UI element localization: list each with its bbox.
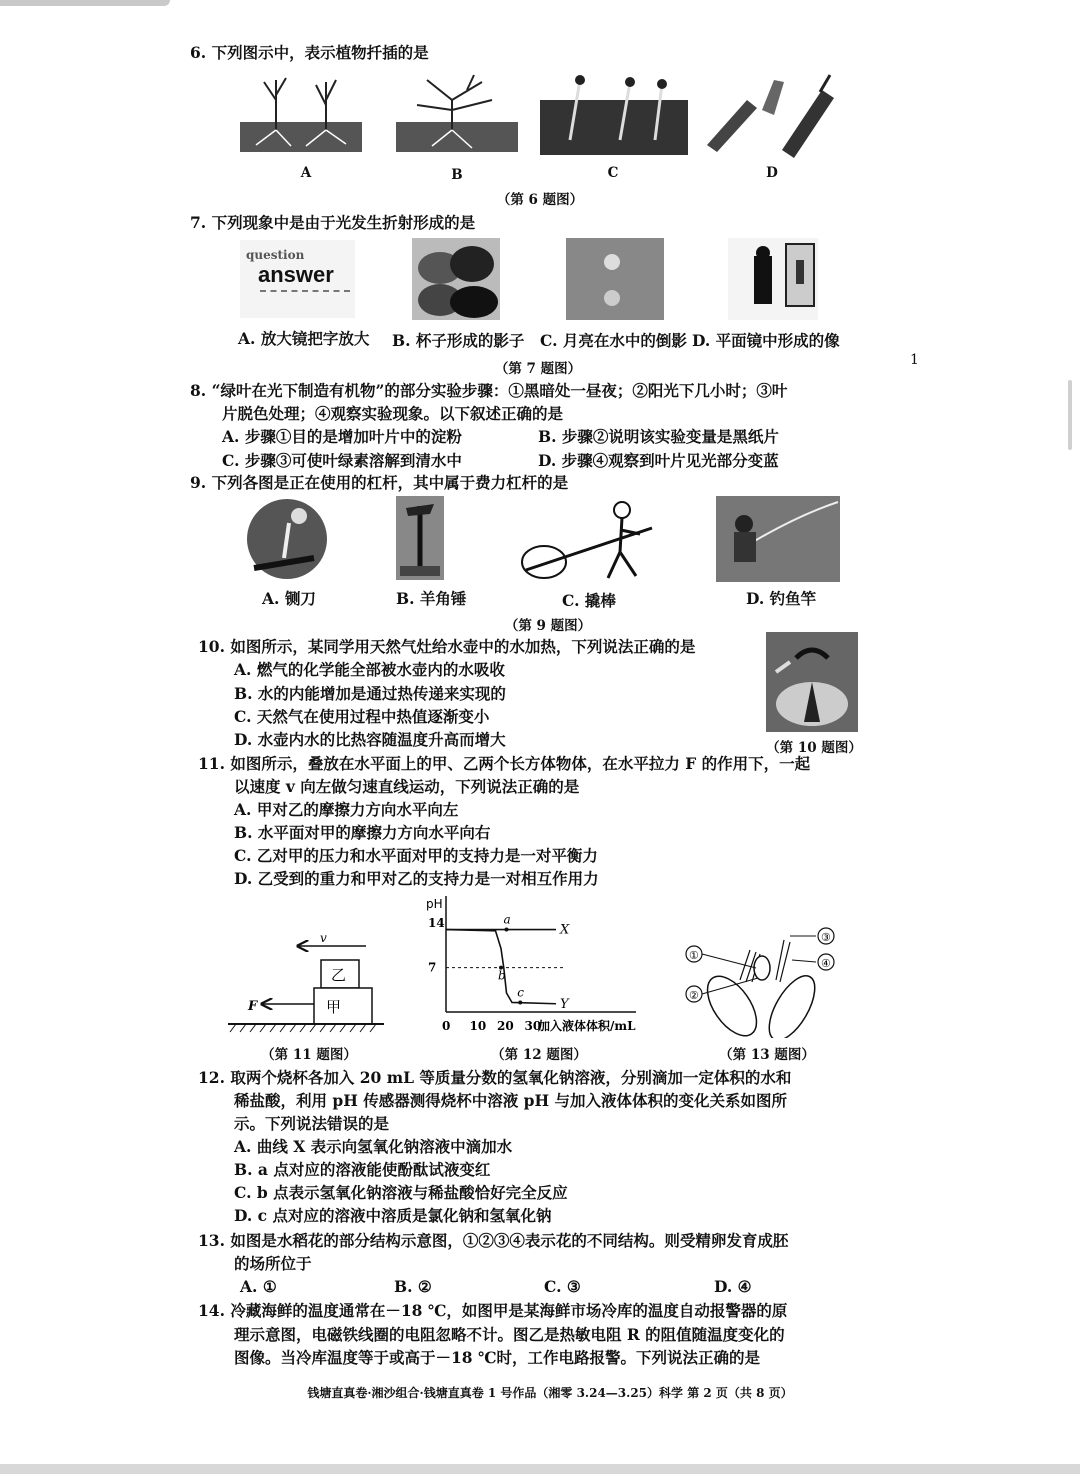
q12-stem-line1: 12. 取两个烧杯各加入 20 mL 等质量分数的氢氧化钠溶液，分别滴加一定体积的水和 (198, 1068, 792, 1087)
scrollbar[interactable] (1068, 380, 1072, 450)
q9-option-d: D. 钓鱼竿 (746, 589, 817, 608)
q11-v-label: v (320, 931, 327, 945)
q13-mark-1: ① (689, 949, 699, 962)
q8-option-d: D. 步骤④观察到叶片见光部分变蓝 (538, 451, 779, 470)
q12-option-b: B. a 点对应的溶液能使酚酞试液变红 (234, 1160, 491, 1179)
bottom-bar (0, 1464, 1080, 1474)
y-tick-label: 14 (428, 916, 445, 931)
q12-caption: （第 12 题图） (491, 1047, 587, 1063)
q13-figure (680, 920, 840, 1038)
q10-option-c: C. 天然气在使用过程中热值逐渐变小 (234, 707, 490, 726)
q12-ph-chart (420, 892, 660, 1038)
q6-image-d (702, 70, 842, 160)
q12-option-a: A. 曲线 X 表示向氢氧化钠溶液中滴加水 (234, 1137, 513, 1156)
q9-image-crowbar (516, 500, 656, 584)
q12-option-d: D. c 点对应的溶液中溶质是氯化钠和氢氧化钠 (234, 1206, 552, 1225)
q11-block-jia (314, 988, 372, 1024)
q6-label-a: A (300, 165, 312, 181)
q9-option-a: A. 铡刀 (262, 589, 316, 608)
q13-option-c: C. ③ (544, 1277, 581, 1296)
q9-image-guillotine (244, 498, 330, 580)
q13-mark-2: ② (689, 989, 699, 1002)
q13-mark-4: ④ (821, 957, 831, 970)
q8-stem-line2: 片脱色处理；④观察实验现象。以下叙述正确的是 (222, 404, 564, 423)
point-label-a: a (503, 912, 511, 927)
q7-option-d: D. 平面镜中形成的像 (692, 331, 840, 350)
q7-option-a: A. 放大镜把字放大 (238, 329, 370, 348)
q10-image-kettle (766, 632, 858, 732)
series-label-X: X (560, 922, 570, 938)
q10-stem: 10. 如图所示，某同学用天然气灶给水壶中的水加热，下列说法正确的是 (198, 637, 696, 656)
point-c (518, 1000, 522, 1004)
point-label-b: b (498, 968, 506, 983)
q13-mark-3: ③ (821, 931, 831, 944)
q13-stem-line1: 13. 如图是水稻花的部分结构示意图，①②③④表示花的不同结构。则受精卵发育成胚 (198, 1231, 789, 1250)
q12-option-c: C. b 点表示氢氧化钠溶液与稀盐酸恰好完全反应 (234, 1183, 568, 1202)
q9-stem: 9. 下列各图是正在使用的杠杆，其中属于费力杠杆的是 (190, 473, 569, 492)
q13-option-b: B. ② (394, 1277, 432, 1296)
q11-option-b: B. 水平面对甲的摩擦力方向水平向右 (234, 823, 491, 842)
q6-label-b: B (451, 167, 463, 183)
x-tick-label: 20 (497, 1019, 514, 1033)
q12-stem-line3: 示。下列说法错误的是 (234, 1114, 390, 1133)
q7-image-moon-reflection (566, 238, 664, 320)
q14-stem-line2: 理示意图，电磁铁线圈的电阻忽略不计。图乙是热敏电阻 R 的阻值随温度变化的 (234, 1325, 785, 1344)
q14-stem-line3: 图像。当冷库温度等于或高于－18 ℃时，工作电路报警。下列说法正确的是 (234, 1348, 761, 1367)
q13-caption: （第 13 题图） (719, 1047, 815, 1063)
q11-figure (226, 928, 386, 1036)
q6-label-c: C (607, 165, 619, 181)
q10-option-d: D. 水壶内水的比热容随温度升高而增大 (234, 730, 506, 749)
q7-caption: （第 7 题图） (494, 361, 582, 377)
q13-option-d: D. ④ (714, 1277, 752, 1296)
q11-option-a: A. 甲对乙的摩擦力方向水平向左 (234, 800, 459, 819)
q9-option-b: B. 羊角锤 (396, 589, 467, 608)
q14-stem-line1: 14. 冷藏海鲜的温度通常在－18 ℃，如图甲是某海鲜市场冷库的温度自动报警器的原 (198, 1301, 788, 1320)
q10-option-a: A. 燃气的化学能全部被水壶内的水吸收 (234, 660, 505, 679)
q7-image-magnifier: question answer (240, 240, 355, 318)
q11-stem-line1: 11. 如图所示，叠放在水平面上的甲、乙两个长方体物体，在水平拉力 F 的作用下，一起 (198, 754, 811, 773)
side-mark: 1 (910, 352, 919, 368)
series-label-Y: Y (560, 996, 569, 1012)
y-axis-label: pH (426, 897, 443, 911)
q6-caption: （第 6 题图） (496, 192, 584, 208)
q11-option-c: C. 乙对甲的压力和水平面对甲的支持力是一对平衡力 (234, 846, 598, 865)
q10-option-b: B. 水的内能增加是通过热传递来实现的 (234, 684, 506, 703)
q9-caption: （第 9 题图） (504, 618, 592, 634)
q8-option-c: C. 步骤③可使叶绿素溶解到清水中 (222, 451, 462, 470)
x-tick-label: 0 (442, 1019, 451, 1033)
q8-option-a: A. 步骤①目的是增加叶片中的淀粉 (222, 427, 462, 446)
q10-caption: （第 10 题图） (766, 740, 862, 756)
q7-image-mirror (728, 238, 818, 320)
q6-image-b (392, 70, 522, 160)
x-tick-label: 10 (469, 1019, 487, 1033)
x-axis-label: 加入液体体积/mL (538, 1019, 636, 1033)
top-status-pill (0, 0, 170, 6)
y-tick-label: 7 (428, 960, 437, 975)
point-a (505, 928, 509, 932)
q12-stem-line2: 稀盐酸，利用 pH 传感器测得烧杯中溶液 pH 与加入液体体积的变化关系如图所 (234, 1091, 788, 1110)
q11-yi-label: 乙 (331, 966, 347, 984)
q13-stem-line2: 的场所位于 (234, 1254, 312, 1273)
q6-image-c (540, 70, 688, 160)
q8-option-b: B. 步骤②说明该实验变量是黑纸片 (538, 427, 779, 446)
q6-label-d: D (766, 165, 778, 181)
q11-f-label: F (248, 999, 258, 1014)
q6-image-a (236, 70, 366, 160)
q11-option-d: D. 乙受到的重力和甲对乙的支持力是一对相互作用力 (234, 869, 599, 888)
q7-option-c: C. 月亮在水中的倒影 (540, 331, 687, 350)
q6-stem: 6. 下列图示中，表示植物扦插的是 (190, 43, 429, 62)
q11-caption: （第 11 题图） (261, 1047, 357, 1063)
page-footer: 钱塘直真卷·湘沙组合·钱塘直真卷 1 号作品（湘零 3.24—3.25）科学 第 2 页（共 8 页） (307, 1386, 793, 1400)
point-label-c: c (517, 985, 524, 1000)
q9-option-c: C. 撬棒 (562, 591, 616, 610)
q7-option-b: B. 杯子形成的影子 (392, 331, 525, 350)
q11-stem-line2: 以速度 v 向左做匀速直线运动，下列说法正确的是 (234, 777, 580, 796)
q7-image-cup-shadow (412, 238, 500, 320)
q8-stem-line1: 8. “绿叶在光下制造有机物”的部分实验步骤：①黑暗处一昼夜；②阳光下几小时；③叶 (190, 381, 788, 400)
q7-stem: 7. 下列现象中是由于光发生折射形成的是 (190, 213, 476, 232)
x-tick-label: 30 (524, 1019, 542, 1033)
q13-option-a: A. ① (240, 1277, 277, 1296)
q11-jia-label: 甲 (326, 998, 342, 1016)
q9-image-claw-hammer (396, 496, 444, 580)
q9-image-fishing-rod (716, 496, 840, 582)
